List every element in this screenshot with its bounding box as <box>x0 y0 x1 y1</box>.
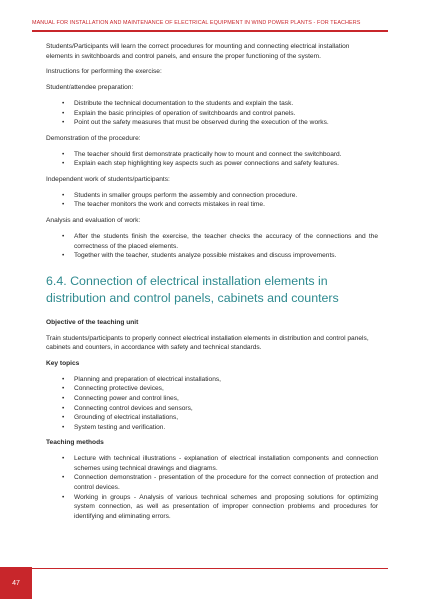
bullet-icon: • <box>62 160 65 168</box>
bullet-icon: • <box>62 99 65 107</box>
list-item: • Grounding of electrical installations, <box>62 414 179 422</box>
list-item: • Connection demonstration - presentation of the procedure for the correct connection of protection and control devices. <box>62 474 378 492</box>
list-item: • The teacher should first demonstrate practically how to mount and connect the switchboard. <box>62 150 342 158</box>
list-item: • After the students finish the exercise, the teacher checks the accuracy of the connections and the correctness of the placed elements. <box>62 233 378 250</box>
bullet-icon: • <box>62 394 65 402</box>
list-item: • Together with the teacher, students analyze possible mistakes and discuss improvements. <box>62 252 337 260</box>
list-item: • Point out the safety measures that must be observed during the execution of the works. <box>62 119 329 127</box>
instructions-label: Instructions for performing the exercise: <box>46 68 162 76</box>
bullet-icon: • <box>62 455 65 463</box>
bullet-icon: • <box>62 375 65 383</box>
list-item: • Connecting protective devices, <box>62 385 164 393</box>
list-item: • Lecture with technical illustrations - explanation of electrical installation components and connection schemes using technical drawings and diagrams. <box>62 455 378 472</box>
analysis-list <box>46 232 378 261</box>
demonstration-list <box>46 150 378 169</box>
list-item: • Students in smaller groups perform the assembly and connection procedure. <box>62 191 298 199</box>
objective-heading: Objective of the teaching unit <box>46 318 139 326</box>
header-rule <box>32 30 388 32</box>
list-item: • Planning and preparation of electrical installations, <box>62 375 221 383</box>
bullet-icon: • <box>62 385 65 393</box>
list-item: • System testing and verification. <box>62 423 166 431</box>
list-item: • Distribute the technical documentation to the students and explain the task. <box>62 99 294 107</box>
key-topics-heading: Key topics <box>46 359 80 367</box>
methods-heading: Teaching methods <box>46 439 104 447</box>
page-content <box>46 42 378 528</box>
section-title: 6.4. Connection of electrical installation elements in distribution and control panels, cabinets and counters <box>46 273 339 305</box>
page-number: 47 <box>12 579 20 587</box>
bullet-icon: • <box>62 423 65 431</box>
analysis-label: Analysis and evaluation of work: <box>46 217 141 225</box>
bullet-icon: • <box>62 201 65 209</box>
page-number-box <box>0 567 32 599</box>
bullet-icon: • <box>62 191 65 199</box>
bullet-icon: • <box>62 252 65 260</box>
key-topics-list <box>46 375 378 433</box>
list-item: • The teacher monitors the work and corrects mistakes in real time. <box>62 201 265 209</box>
bullet-icon: • <box>62 404 65 412</box>
independent-label: Independent work of students/participants: <box>46 176 170 184</box>
bullet-icon: • <box>62 109 65 117</box>
bullet-icon: • <box>62 119 65 127</box>
methods-list <box>46 454 378 521</box>
demonstration-label: Demonstration of the procedure: <box>46 134 141 142</box>
bullet-icon: • <box>62 150 65 158</box>
list-item: • Working in groups - Analysis of various technical schemes and proposing solutions for optimizing system connection, as well as presentation of improper connection problems and procedures for identifying and eliminating errors. <box>62 493 378 520</box>
running-header: MANUAL FOR INSTALLATION AND MAINTENANCE OF ELECTRICAL EQUIPMENT IN WIND POWER PLANTS - FOR TEACHERS <box>32 20 361 26</box>
bullet-icon: • <box>62 493 65 501</box>
independent-list <box>46 191 378 210</box>
preparation-label: Student/attendee preparation: <box>46 84 134 92</box>
preparation-list <box>46 99 378 128</box>
list-item: • Connecting control devices and sensors, <box>62 404 193 412</box>
list-item: • Explain each step highlighting key aspects such as power connections and safety features. <box>62 160 340 168</box>
bullet-icon: • <box>62 414 65 422</box>
footer-rule <box>32 568 388 570</box>
bullet-icon: • <box>62 233 65 240</box>
intro-paragraph: Students/Participants will learn the correct procedures for mounting and connecting electrical installation elements in switchboards and control panels, and ensure the proper functioning of the system. <box>46 43 350 60</box>
objective-text: Train students/participants to properly connect electrical installation elements in distribution and control panels, cabinets and counters, in accordance with safety and technical standards. <box>46 334 369 352</box>
list-item: • Connecting power and control lines, <box>62 394 179 402</box>
list-item: • Explain the basic principles of operation of switchboards and control panels. <box>62 109 296 117</box>
bullet-icon: • <box>62 474 65 482</box>
